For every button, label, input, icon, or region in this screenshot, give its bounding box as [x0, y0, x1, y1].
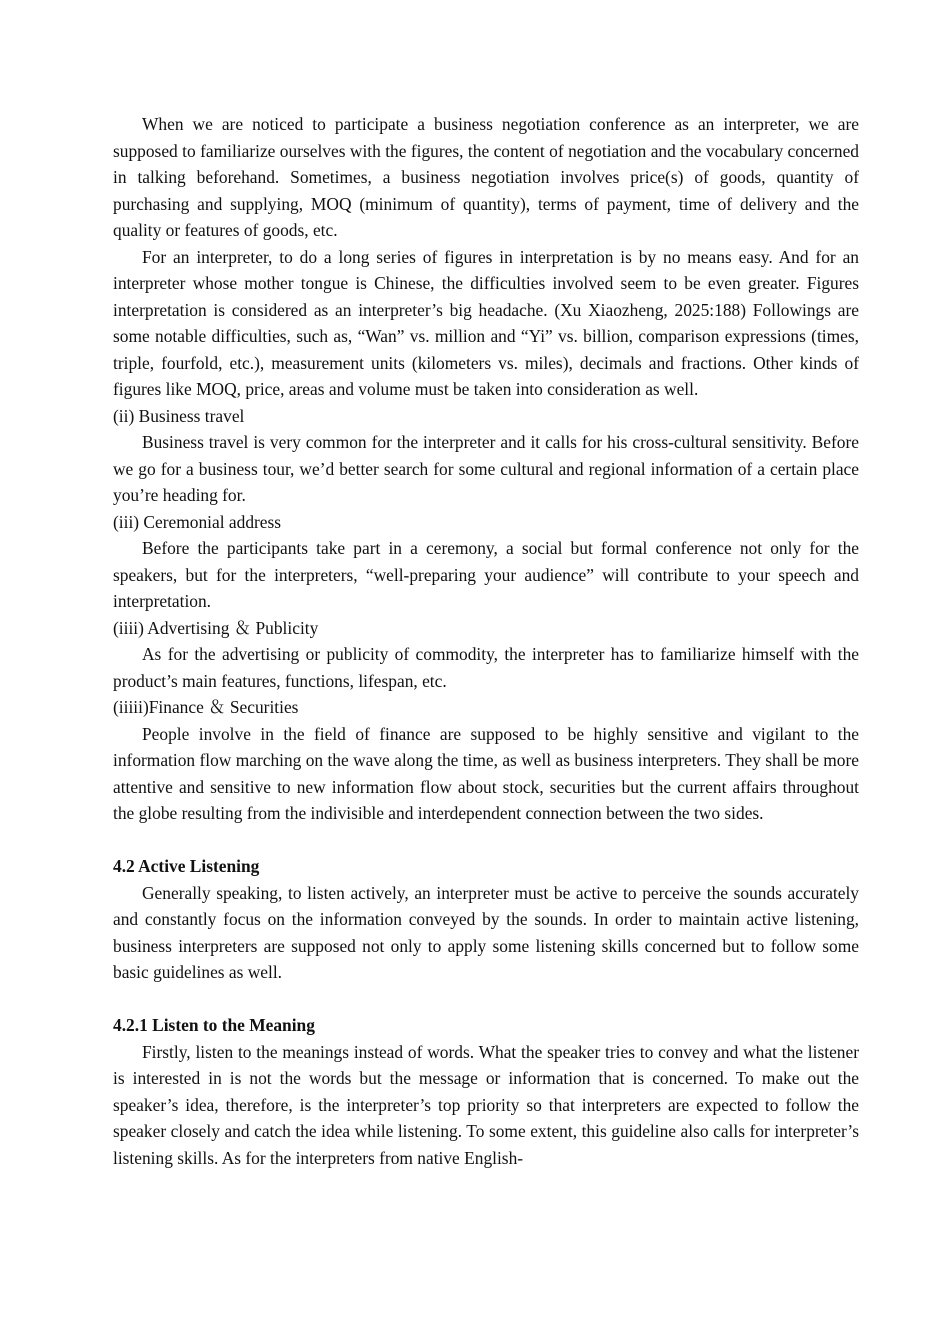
paragraph-advertising-publicity: As for the advertising or publicity of commodity, the interpreter has to familiarize himself with the product’s main features, functions, lifespan, etc. [113, 644, 859, 691]
paragraph-ceremonial-address: Before the participants take part in a ceremony, a social but formal conference not only for the speakers, but for the interpreters, “well-preparing your audience” will contribute to your speech and interpretation. [113, 538, 859, 611]
section-heading-active-listening: 4.2 Active Listening [113, 856, 260, 876]
section-spacer [113, 827, 859, 854]
paragraph-business-travel: Business travel is very common for the interpreter and it calls for his cross-cultural sensitivity. Before we go for a business tour, we’d better search for some cultural and regional information of a certain place you’re heading for. [113, 432, 859, 505]
document-page [113, 111, 859, 1171]
paragraph-figures: For an interpreter, to do a long series of figures in interpretation is by no means easy. And for an interpreter whose mother tongue is Chinese, the difficulties involved seem to be even greater. Figures interpretation is considered as an interpreter’s big headache. (Xu Xiaozheng, 2025:188) Followings are some notable difficulties, such as, “Wan” vs. million and “Yi” vs. billion, comparison expressions (times, triple, fourfold, etc.), measurement units (kilometers vs. miles), decimals and fractions. Other kinds of figures like MOQ, price, areas and volume must be taken into consideration as well. [113, 246, 859, 399]
paragraph-active-listening: Generally speaking, to listen actively, an interpreter must be active to perceive the sounds accurately and constantly focus on the information conveyed by the sounds. In order to maintain active listening, business interpreters are supposed not only to apply some listening skills concerned but to follow some basic guidelines as well. [113, 882, 859, 982]
section-heading-listen-to-meaning: 4.2.1 Listen to the Meaning [113, 1015, 315, 1035]
subheading-business-travel: (ii) Business travel [113, 405, 245, 426]
section-spacer [113, 986, 859, 1013]
paragraph-listen-to-meaning: Firstly, listen to the meanings instead of words. What the speaker tries to convey and what the listener is interested in is not the words but the message or information that is concerned. To make out the speaker’s idea, therefore, is the interpreter’s top priority so that interpreters are expected to follow the speaker closely and catch the idea while listening. To some extent, this guideline also calls for interpreter’s listening skills. As for the interpreters from native English- [113, 1041, 859, 1168]
paragraph-finance-securities: People involve in the field of finance are supposed to be highly sensitive and vigilant to the information flow marching on the wave along the time, as well as business interpreters. They shall be more attentive and sensitive to new information flow about stock, securities but the current affairs throughout the globe resulting from the indivisible and interdependent connection between the two sides. [113, 723, 859, 823]
subheading-advertising-publicity: (iiii) Advertising ＆ Publicity [113, 617, 319, 638]
subheading-ceremonial-address: (iii) Ceremonial address [113, 511, 282, 532]
paragraph-negotiation: When we are noticed to participate a business negotiation conference as an interpreter, we are supposed to familiarize ourselves with the figures, the content of negotiation and the vocabulary concerned in talking beforehand. Sometimes, a business negotiation involves price(s) of goods, quantity of purchasing and supplying, MOQ (minimum of quantity), terms of payment, time of delivery and the quality or features of goods, etc. [113, 114, 859, 240]
subheading-finance-securities: (iiiii)Finance ＆ Securities [113, 697, 299, 717]
